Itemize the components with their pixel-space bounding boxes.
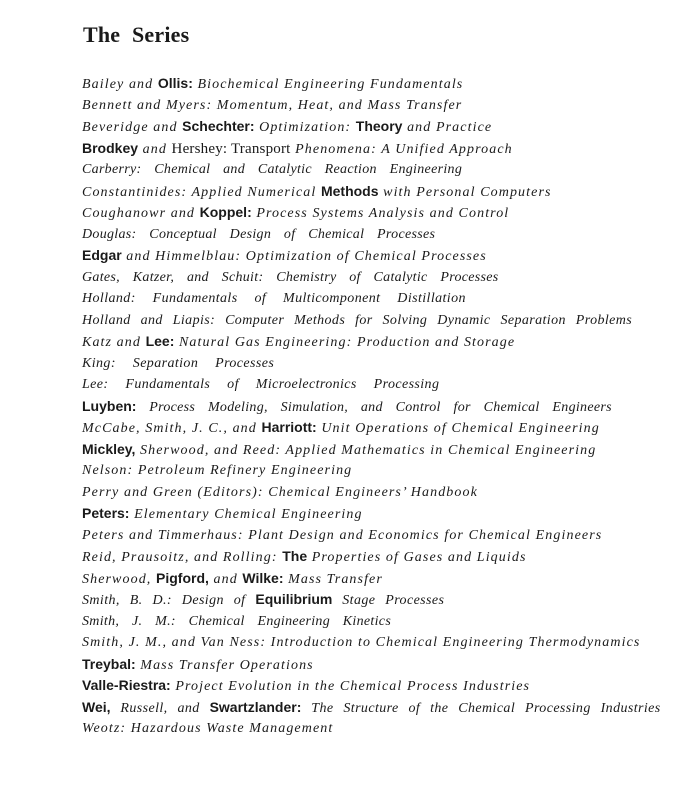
entry-text: Smith, B. D.: Design of	[82, 593, 256, 608]
entry-text: Sherwood, and Reed: Applied Mathematics in Chemical Engineering	[135, 442, 597, 458]
entry-text: and	[208, 571, 243, 587]
list-item	[82, 224, 682, 246]
list-item	[82, 503, 682, 525]
entry-text: Smith, J. M., and Van Ness: Introduction to Chemical Engineering Thermodynamics	[82, 635, 641, 650]
entry-text: Process Modeling, Simulation, and Control for Chemical Engineers	[136, 399, 612, 415]
list-item	[82, 353, 682, 375]
entry-text: Project Evolution in the Chemical Process Industries	[170, 679, 531, 694]
list-item	[82, 632, 682, 654]
entry-text: Nelson: Petroleum Refinery Engineering	[82, 463, 353, 478]
list-item	[82, 675, 682, 697]
entry-author-bold: Koppel:	[199, 204, 252, 220]
list-item	[82, 310, 682, 332]
list-item	[82, 482, 682, 504]
entry-text: and Himmelblau: Optimization of Chemical Processes	[121, 249, 487, 264]
list-item	[82, 654, 682, 676]
entry-text: Process Systems Analysis and Control	[251, 206, 510, 221]
list-item	[82, 525, 682, 547]
entry-text: Bailey and	[82, 77, 158, 92]
list-item	[82, 288, 682, 310]
entry-text: Constantinides: Applied Numerical	[82, 184, 321, 200]
entry-text: Holland: Fundamentals of Multicomponent Distillation	[82, 291, 466, 306]
list-item	[82, 611, 682, 633]
entry-author-bold: Treybal:	[82, 655, 136, 672]
list-item	[82, 267, 682, 289]
entry-text: Katz and	[82, 335, 146, 350]
entry-author-bold: Edgar	[82, 247, 122, 263]
entry-word-bold: Equilibrium	[255, 591, 333, 607]
entry-author-bold: Luyben:	[82, 397, 137, 414]
entry-text: Natural Gas Engineering: Production and Storage	[174, 335, 516, 350]
list-item	[82, 568, 682, 590]
entry-text: Douglas: Conceptual Design of Chemical Processes	[82, 226, 436, 242]
entry-text: Reid, Prausoitz, and Rolling:	[82, 550, 283, 565]
entry-text: Smith, J. M.: Chemical Engineering Kinetics	[82, 613, 392, 629]
entry-text: Beveridge and	[82, 120, 183, 135]
entry-text: Biochemical Engineering Fundamentals	[192, 77, 464, 92]
list-item	[82, 159, 682, 181]
entry-text: Russell, and	[110, 700, 210, 716]
list-item	[82, 546, 682, 568]
entry-text: Elementary Chemical Engineering	[129, 507, 363, 522]
entry-word-bold: The	[282, 548, 308, 564]
list-item	[82, 396, 682, 418]
entry-text: Properties of Gases and Liquids	[307, 550, 527, 565]
entry-author-bold: Lee:	[145, 333, 175, 349]
entry-text: Lee: Fundamentals of Microelectronics Processing	[82, 377, 440, 392]
entry-author-bold: Mickley,	[82, 440, 136, 457]
list-item	[82, 202, 682, 224]
entry-author-bold: Schechter:	[182, 118, 255, 134]
entry-text: and Practice	[402, 120, 493, 135]
entry-author-bold: Swartzlander:	[209, 698, 302, 715]
entry-author-bold: Harriott:	[261, 419, 317, 435]
list-item	[82, 460, 682, 482]
list-item	[82, 331, 682, 353]
entry-word-bold: Theory	[355, 118, 403, 134]
entry-text: Unit Operations of Chemical Engineering	[316, 421, 600, 436]
list-item	[82, 374, 682, 396]
entry-text: Mass Transfer	[283, 571, 383, 587]
entry-author-bold: Valle-Riestra:	[82, 677, 171, 693]
entry-text: Stage Processes	[332, 593, 445, 608]
entry-text: Holland and Liapis: Computer Methods for Solving Dynamic Separation Problems	[82, 312, 633, 328]
list-item	[82, 73, 682, 95]
entry-word-bold: Methods	[320, 182, 379, 199]
entry-text: McCabe, Smith, J. C., and	[82, 421, 262, 436]
entry-text: Bennett and Myers: Momentum, Heat, and Mass Transfer	[82, 97, 463, 113]
list-item	[82, 138, 682, 160]
entry-author-bold: Wei,	[82, 698, 111, 715]
entry-text: Coughanowr and	[82, 206, 200, 221]
entry-text-roman: Hershey: Transport	[171, 140, 291, 157]
entry-text: Weotz: Hazardous Waste Management	[82, 721, 334, 736]
list-item	[82, 589, 682, 611]
page-title: The Series	[83, 22, 190, 47]
entry-text: King: Separation Processes	[82, 355, 275, 371]
entry-text: Phenomena: A Unified Approach	[290, 141, 513, 157]
entry-text: Gates, Katzer, and Schuit: Chemistry of Catalytic Processes	[82, 269, 499, 285]
series-list	[82, 73, 682, 740]
entry-text: Peters and Timmerhaus: Plant Design and Economics for Chemical Engineers	[82, 527, 603, 543]
list-item	[82, 697, 682, 719]
list-item	[82, 95, 682, 117]
list-item	[82, 718, 682, 740]
entry-text: Carberry: Chemical and Catalytic Reaction Engineering	[82, 162, 463, 177]
list-item	[82, 439, 682, 461]
entry-author-bold: Brodkey	[82, 139, 139, 156]
list-item	[82, 245, 682, 267]
entry-author-bold: Peters:	[82, 505, 130, 521]
entry-author-bold: Ollis:	[157, 75, 193, 91]
entry-text: with Personal Computers	[378, 184, 552, 200]
entry-text: Perry and Green (Editors): Chemical Engineers’ Handbook	[82, 484, 478, 500]
entry-text: Optimization:	[254, 120, 356, 135]
entry-text: Sherwood,	[82, 571, 156, 587]
list-item	[82, 181, 682, 203]
list-item	[82, 116, 682, 138]
entry-text: The Structure of the Chemical Processing Industries	[301, 700, 661, 716]
entry-author-bold: Wilke:	[242, 569, 284, 586]
entry-author-bold: Pigford,	[156, 569, 209, 586]
entry-text: Mass Transfer Operations	[135, 657, 314, 673]
list-item	[82, 417, 682, 439]
entry-text: and	[138, 141, 172, 157]
